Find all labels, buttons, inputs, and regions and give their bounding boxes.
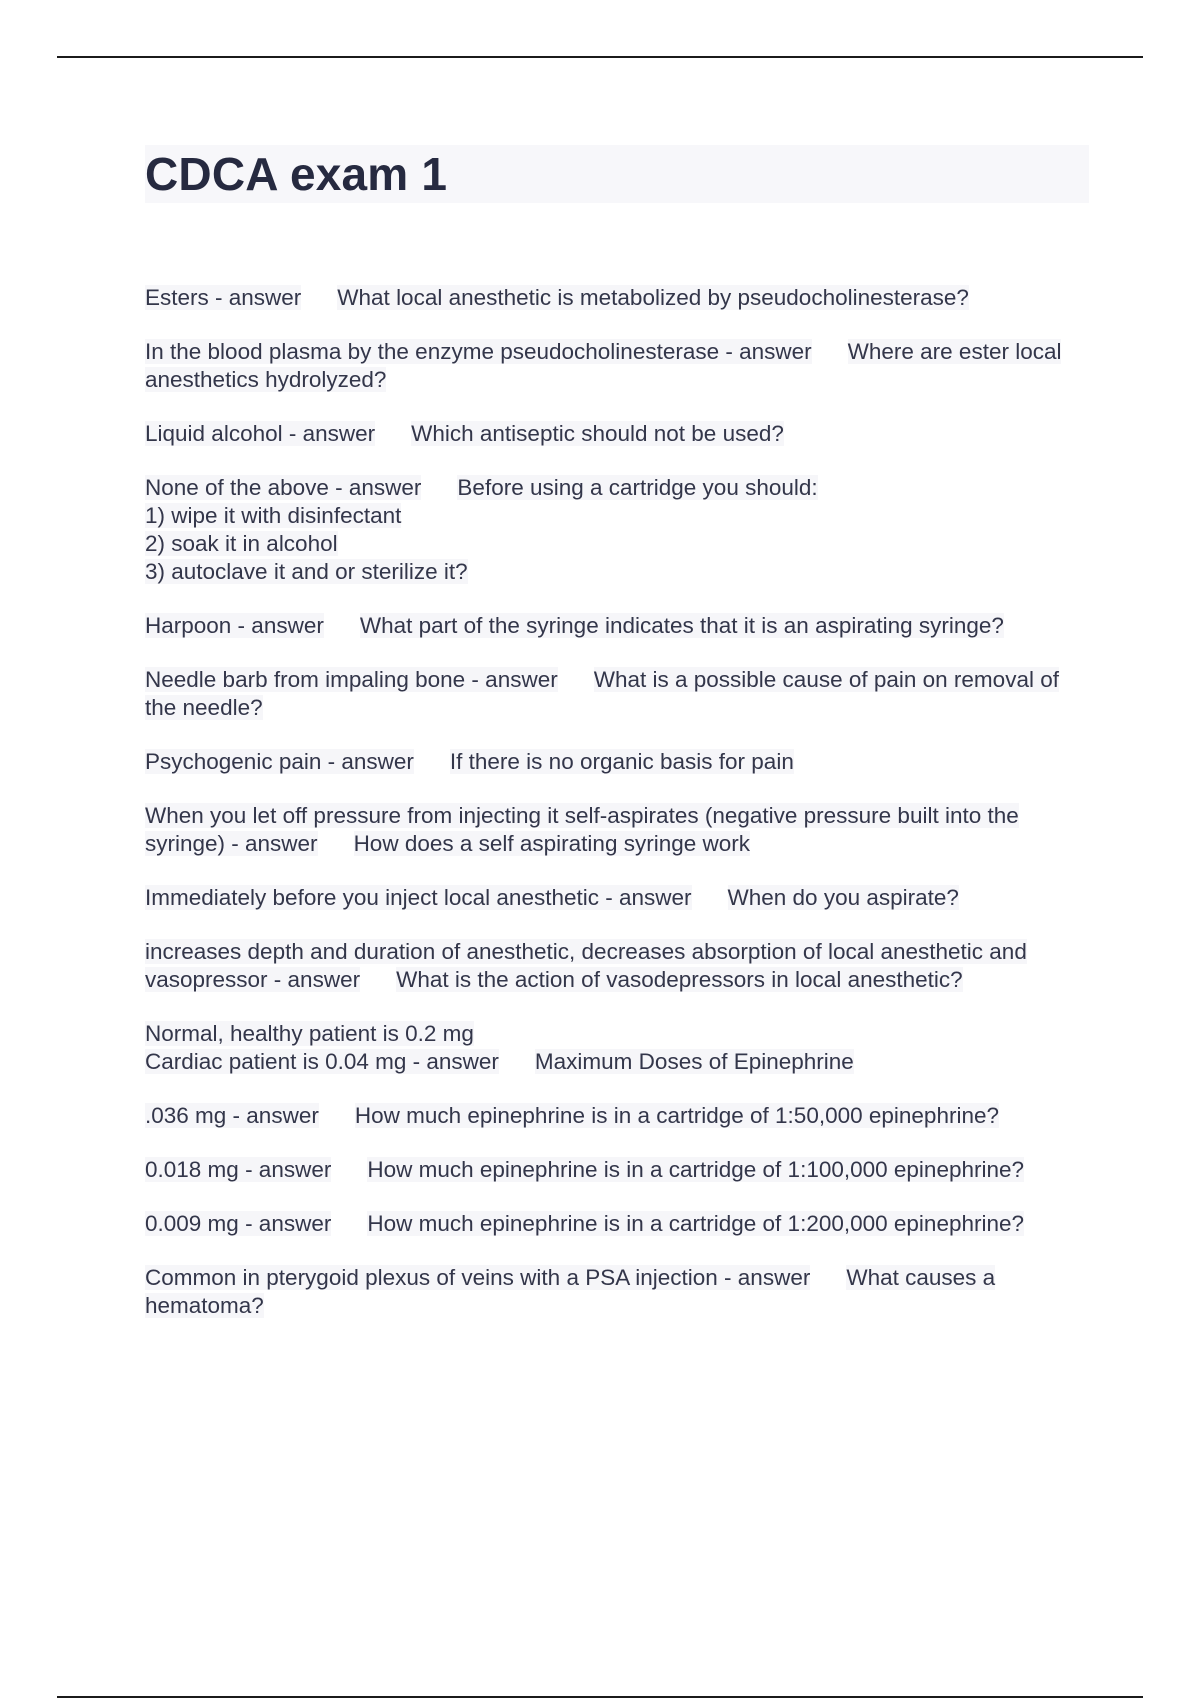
flashcard — [145, 1264, 1091, 1320]
card-question: How does a self aspirating syringe work — [353, 831, 750, 856]
card-answer: 0.009 mg - answer — [145, 1211, 332, 1236]
flashcard — [145, 938, 1091, 994]
card-answer: Esters - answer — [145, 285, 302, 310]
card-answer: increases depth and duration of anesthetic, decreases absorption of local anesthetic and vasopressor - answer — [145, 939, 1027, 992]
card-question: How much epinephrine is in a cartridge of 1:100,000 epinephrine? — [367, 1157, 1025, 1182]
card-question: What part of the syringe indicates that it is an aspirating syringe? — [359, 613, 1004, 638]
flashcard — [145, 1210, 1091, 1238]
card-answer: Harpoon - answer — [145, 613, 324, 638]
card-answer: When you let off pressure from injecting it self-aspirates (negative pressure built into the syringe) - answer — [145, 803, 1019, 856]
flashcard — [145, 474, 1091, 586]
card-answer: In the blood plasma by the enzyme pseudocholinesterase - answer — [145, 339, 812, 364]
flashcard-list — [145, 284, 1091, 1346]
flashcard — [145, 802, 1091, 858]
top-rule — [57, 56, 1143, 58]
card-question: How much epinephrine is in a cartridge of 1:200,000 epinephrine? — [367, 1211, 1025, 1236]
flashcard — [145, 338, 1091, 394]
bottom-rule — [57, 1696, 1143, 1698]
flashcard — [145, 748, 1091, 776]
flashcard — [145, 884, 1091, 912]
card-question: If there is no organic basis for pain — [449, 749, 794, 774]
card-question: How much epinephrine is in a cartridge of 1:50,000 epinephrine? — [354, 1103, 999, 1128]
page-title: CDCA exam 1 — [145, 148, 448, 200]
flashcard — [145, 420, 1091, 448]
card-answer: Immediately before you inject local anesthetic - answer — [145, 885, 692, 910]
card-question: When do you aspirate? — [727, 885, 959, 910]
card-question: Before using a cartridge you should: 1) wipe it with disinfectant 2) soak it in alcohol 3) autoclave it and or sterilize it? — [145, 475, 818, 584]
card-answer: Normal, healthy patient is 0.2 mg Cardiac patient is 0.04 mg - answer — [145, 1021, 499, 1074]
flashcard — [145, 1156, 1091, 1184]
card-question: What local anesthetic is metabolized by pseudocholinesterase? — [337, 285, 969, 310]
flashcard — [145, 1020, 1091, 1076]
card-answer: Common in pterygoid plexus of veins with a PSA injection - answer — [145, 1265, 811, 1290]
card-answer: Needle barb from impaling bone - answer — [145, 667, 558, 692]
flashcard — [145, 1102, 1091, 1130]
card-question: What is a possible cause of pain on removal of the needle? — [145, 667, 1059, 720]
card-question: Which antiseptic should not be used? — [411, 421, 784, 446]
card-question: Where are ester local anesthetics hydrolyzed? — [145, 339, 1062, 392]
card-answer: Liquid alcohol - answer — [145, 421, 376, 446]
card-question: Maximum Doses of Epinephrine — [534, 1049, 854, 1074]
card-question: What causes a hematoma? — [145, 1265, 996, 1318]
card-answer: 0.018 mg - answer — [145, 1157, 332, 1182]
card-answer: Psychogenic pain - answer — [145, 749, 414, 774]
flashcard — [145, 666, 1091, 722]
flashcard — [145, 284, 1091, 312]
flashcard — [145, 612, 1091, 640]
card-answer: .036 mg - answer — [145, 1103, 319, 1128]
card-answer: None of the above - answer — [145, 475, 422, 500]
card-question: What is the action of vasodepressors in local anesthetic? — [396, 967, 963, 992]
